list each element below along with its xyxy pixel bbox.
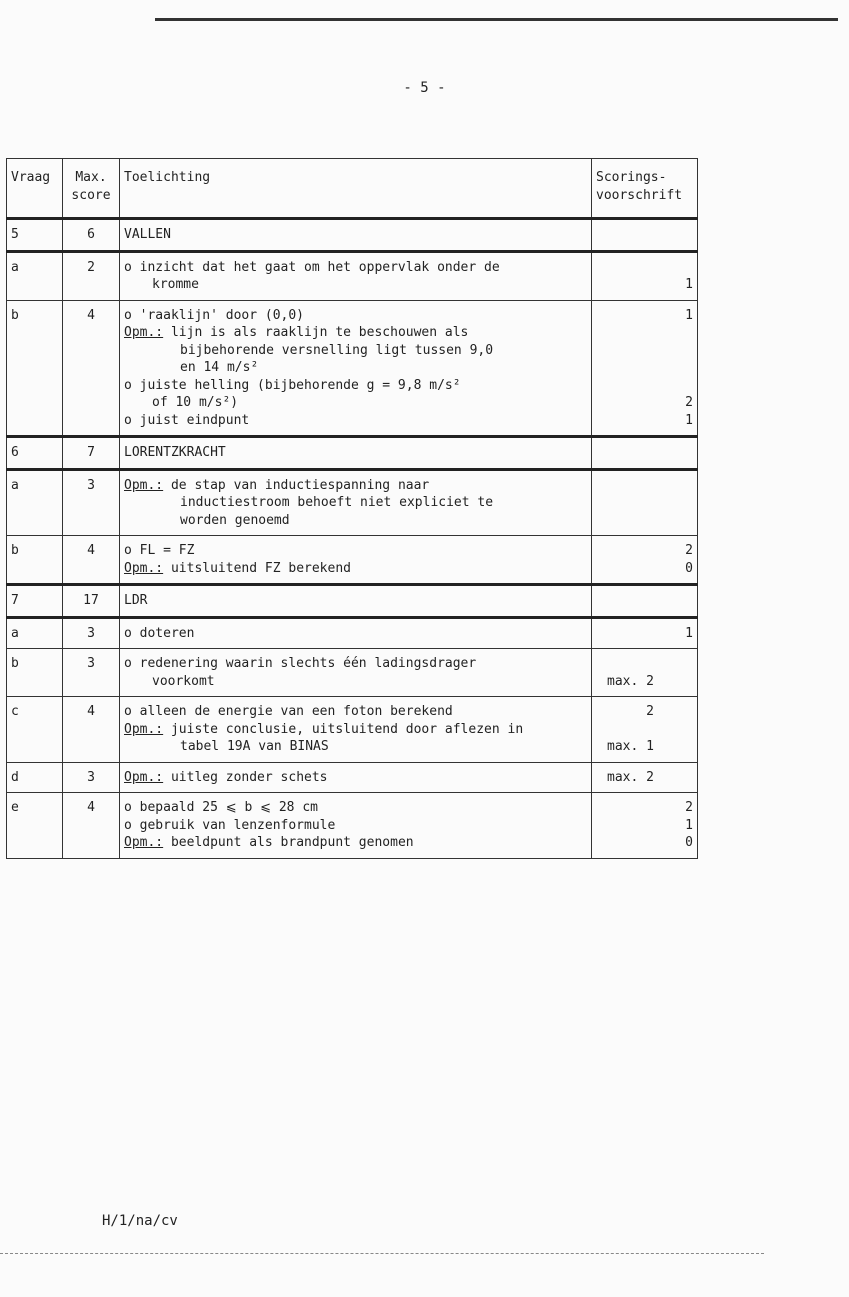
explanation-line: tabel 19A van BINAS bbox=[180, 739, 329, 754]
header-scoringsvoorschrift: Scorings- voorschrift bbox=[592, 159, 698, 219]
explanation-line: worden genoemd bbox=[180, 512, 290, 528]
points-cell bbox=[592, 585, 698, 618]
max-score-cell: 3 bbox=[63, 762, 120, 793]
explanation-cell bbox=[120, 536, 592, 585]
question-row-15 bbox=[7, 219, 698, 252]
explanation-cell bbox=[120, 251, 592, 300]
section-title: LDR bbox=[120, 585, 592, 618]
remark-label: Opm.: bbox=[124, 325, 164, 340]
explanation-cell bbox=[120, 649, 592, 697]
vraag-cell: a bbox=[7, 251, 63, 300]
header-toelichting: Toelichting bbox=[120, 159, 592, 219]
explanation-line: o gebruik van lenzenformule bbox=[124, 817, 336, 833]
vraag-cell: e bbox=[7, 793, 63, 859]
points-cell: 2 0 bbox=[592, 536, 698, 585]
explanation-line: o inzicht dat het gaat om het oppervlak onder de bbox=[124, 259, 500, 275]
bottom-rule bbox=[0, 1253, 764, 1254]
remark-line: Opm.: uitleg zonder schets bbox=[124, 769, 328, 785]
remark-label: Opm.: bbox=[124, 477, 164, 493]
remark-line: Opm.: beeldpunt als brandpunt genomen bbox=[124, 835, 414, 850]
explanation-line: en 14 m/s² bbox=[180, 360, 259, 375]
table-header-row bbox=[7, 159, 698, 219]
max-score-cell: 17 bbox=[63, 585, 120, 618]
max-score-cell: 7 bbox=[63, 437, 120, 470]
points-cell: 1 2 1 bbox=[592, 300, 698, 437]
max-score-cell: 3 bbox=[63, 617, 120, 649]
explanation-cell: o doteren bbox=[120, 617, 592, 649]
max-score-cell: 4 bbox=[63, 697, 120, 763]
scoring-table bbox=[6, 158, 698, 859]
points-cell: max. 2 bbox=[592, 649, 698, 697]
question-row-17b bbox=[7, 649, 698, 697]
remark-label: Opm.: bbox=[124, 721, 164, 737]
vraag-cell: b bbox=[7, 536, 63, 585]
question-row-16b bbox=[7, 536, 698, 585]
vraag-cell: 7 bbox=[7, 585, 63, 618]
explanation-cell bbox=[120, 469, 592, 536]
max-score-cell: 4 bbox=[63, 300, 120, 437]
top-rule bbox=[155, 18, 838, 21]
max-score-cell: 2 bbox=[63, 251, 120, 300]
explanation-cell bbox=[120, 697, 592, 763]
points-cell: 2 max. 1 bbox=[592, 697, 698, 763]
explanation-line: inductiestroom behoeft niet expliciet te bbox=[180, 495, 494, 510]
page-number: - 5 - bbox=[403, 80, 446, 96]
vraag-cell: 5 bbox=[7, 219, 63, 252]
explanation-line: o redenering waarin slechts één ladingsdrager bbox=[124, 656, 477, 671]
explanation-line: bijbehorende versnelling ligt tussen 9,0 bbox=[180, 342, 494, 358]
explanation-line: o juist eindpunt bbox=[124, 412, 250, 428]
question-row-17a bbox=[7, 617, 698, 649]
section-title: LORENTZKRACHT bbox=[120, 437, 592, 470]
question-row-17d bbox=[7, 762, 698, 793]
vraag-cell: 6 bbox=[7, 437, 63, 470]
remark-line: Opm.: juiste conclusie, uitsluitend door aflezen in bbox=[124, 721, 524, 737]
explanation-line: o bepaald 25 ⩽ b ⩽ 28 cm bbox=[124, 800, 318, 815]
max-score-cell: 3 bbox=[63, 469, 120, 536]
points-cell: 2 1 0 bbox=[592, 793, 698, 859]
explanation-line: o 'raaklijn' door (0,0) bbox=[124, 307, 305, 323]
remark-line: Opm.: lijn is als raaklijn te beschouwen als bbox=[124, 325, 469, 340]
points-cell bbox=[592, 219, 698, 252]
explanation-line: o alleen de energie van een foton berekend bbox=[124, 704, 453, 719]
explanation-cell bbox=[120, 762, 592, 793]
section-title: VALLEN bbox=[120, 219, 592, 252]
vraag-cell: c bbox=[7, 697, 63, 763]
vraag-cell: b bbox=[7, 300, 63, 437]
explanation-line: kromme bbox=[152, 277, 199, 292]
remark-line: Opm.: de stap van inductiespanning naar bbox=[124, 477, 430, 493]
remark-label: Opm.: bbox=[124, 835, 164, 850]
question-row-15b bbox=[7, 300, 698, 437]
vraag-cell: b bbox=[7, 649, 63, 697]
points-cell: max. 2 bbox=[592, 762, 698, 793]
vraag-cell: a bbox=[7, 469, 63, 536]
explanation-line: voorkomt bbox=[152, 673, 215, 689]
footer-code: H/1/na/cv bbox=[102, 1213, 178, 1229]
max-score-cell: 6 bbox=[63, 219, 120, 252]
max-score-cell: 4 bbox=[63, 793, 120, 859]
header-vraag: Vraag bbox=[7, 159, 63, 219]
explanation-line: o FL = FZ bbox=[124, 543, 195, 558]
points-cell bbox=[592, 437, 698, 470]
max-score-cell: 4 bbox=[63, 536, 120, 585]
points-cell: 1 bbox=[592, 617, 698, 649]
explanation-cell bbox=[120, 793, 592, 859]
question-row-17e bbox=[7, 793, 698, 859]
header-max-score: Max. score bbox=[63, 159, 120, 219]
question-row-16 bbox=[7, 437, 698, 470]
remark-line: Opm.: uitsluitend FZ berekend bbox=[124, 560, 351, 576]
question-row-15a bbox=[7, 251, 698, 300]
remark-label: Opm.: bbox=[124, 769, 164, 785]
remark-label: Opm.: bbox=[124, 560, 164, 576]
explanation-line: o juiste helling (bijbehorende g = 9,8 m/s² bbox=[124, 377, 461, 393]
vraag-cell: d bbox=[7, 762, 63, 793]
points-cell: 1 bbox=[592, 251, 698, 300]
points-cell bbox=[592, 469, 698, 536]
question-row-17 bbox=[7, 585, 698, 618]
explanation-cell bbox=[120, 300, 592, 437]
vraag-cell: a bbox=[7, 617, 63, 649]
question-row-17c bbox=[7, 697, 698, 763]
question-row-16a bbox=[7, 469, 698, 536]
max-score-cell: 3 bbox=[63, 649, 120, 697]
explanation-line: of 10 m/s²) bbox=[152, 395, 239, 410]
